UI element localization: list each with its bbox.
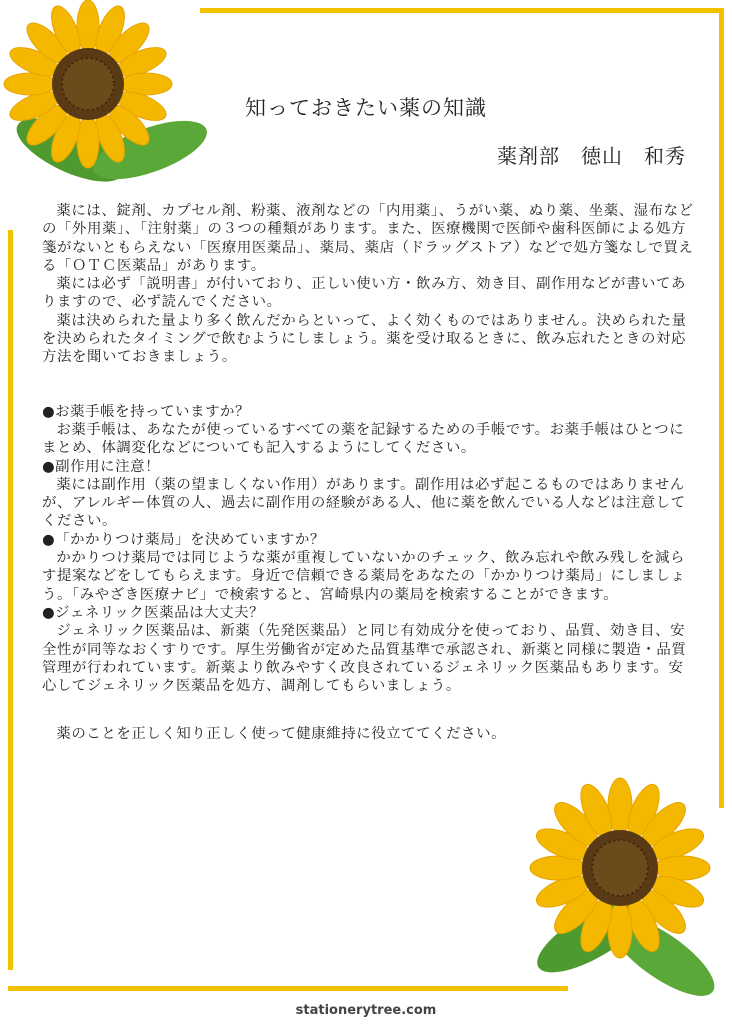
- section-heading: ●お薬手帳を持っていますか？: [42, 403, 251, 420]
- watermark-text: stationerytree.com: [295, 1003, 437, 1018]
- section-body: お薬手帳は、あなたが使っているすべての薬を記録するための手帳です。お薬手帳はひとつにまとめ、体調変化などについても記入するようにしてください。: [42, 421, 685, 457]
- section-body: 薬には副作用（薬の望ましくない作用）があります。副作用は必ず起こるものではありませんが、アレルギー体質の人、過去に副作用の経験がある人、他に薬を飲んでいる人などは注意してください。: [42, 476, 686, 530]
- intro-paragraph: 薬には、錠剤、カプセル剤、粉薬、液剤などの「内用薬」、うがい薬、ぬり薬、坐薬、湿布などの「外用薬」、「注射薬」の３つの種類があります。また、医療機関で医師や歯科医師による処方箋がないともらえない「医療用医薬品」、薬局、薬店（ドラッグストア）などで処方箋なしで買える「ＯＴＣ医薬品」があります。: [42, 203, 694, 274]
- section-heading: ●ジェネリック医薬品は大丈夫？: [42, 604, 265, 621]
- frame-top-line: [200, 8, 724, 13]
- closing-sentence: 薬のことを正しく知り正しく使って健康維持に役立ててください。: [56, 726, 507, 743]
- frame-right-line: [719, 8, 724, 808]
- frame-bottom-line: [8, 986, 568, 991]
- spacer: [42, 367, 694, 403]
- section-body: ジェネリック医薬品は、新薬（先発医薬品）と同じ有効成分を使っており、品質、効き目、安全性が同等なおくすりです。厚生労働省が定めた品質基準で承認され、新薬と同様に製造・品質管理が行われています。新薬より飲みやすく改良されているジェネリック医薬品もあります。安心してジェネリック医薬品を処方、調剤してもらいましょう。: [42, 623, 687, 695]
- section-body: かかりつけ薬局では同じような薬が重複していないかのチェック、飲み忘れや飲み残しを減らす提案などをしてもらえます。身近で信頼できる薬局をあなたの「かかりつけ薬局」にしましょう。「みやざき医療ナビ」で検索すると、宮崎県内の薬局を検索することができます。: [42, 550, 686, 603]
- section-heading: ●「かかりつけ薬局」を決めていますか？: [42, 531, 325, 548]
- document-title: 知っておきたい薬の知識: [245, 96, 487, 120]
- intro-paragraph: 薬には必ず「説明書」が付いており、正しい使い方・飲み方、効き目、副作用などが書いてありますので、必ず読んでください。: [42, 276, 686, 311]
- sunflower-bottom-right-icon: [492, 776, 732, 1016]
- intro-paragraph: 薬は決められた量より多く飲んだからといって、よく効くものではありません。決められた量を決められたタイミングで飲むようにしましょう。薬を受け取るときに、飲み忘れたときの対応方法を聞いておきましょう。: [42, 312, 687, 366]
- frame-left-line: [8, 230, 13, 970]
- document-body: [42, 202, 694, 744]
- author-line: 薬剤部 徳山 和秀: [497, 144, 686, 168]
- section-heading: ●副作用に注意！: [42, 458, 161, 475]
